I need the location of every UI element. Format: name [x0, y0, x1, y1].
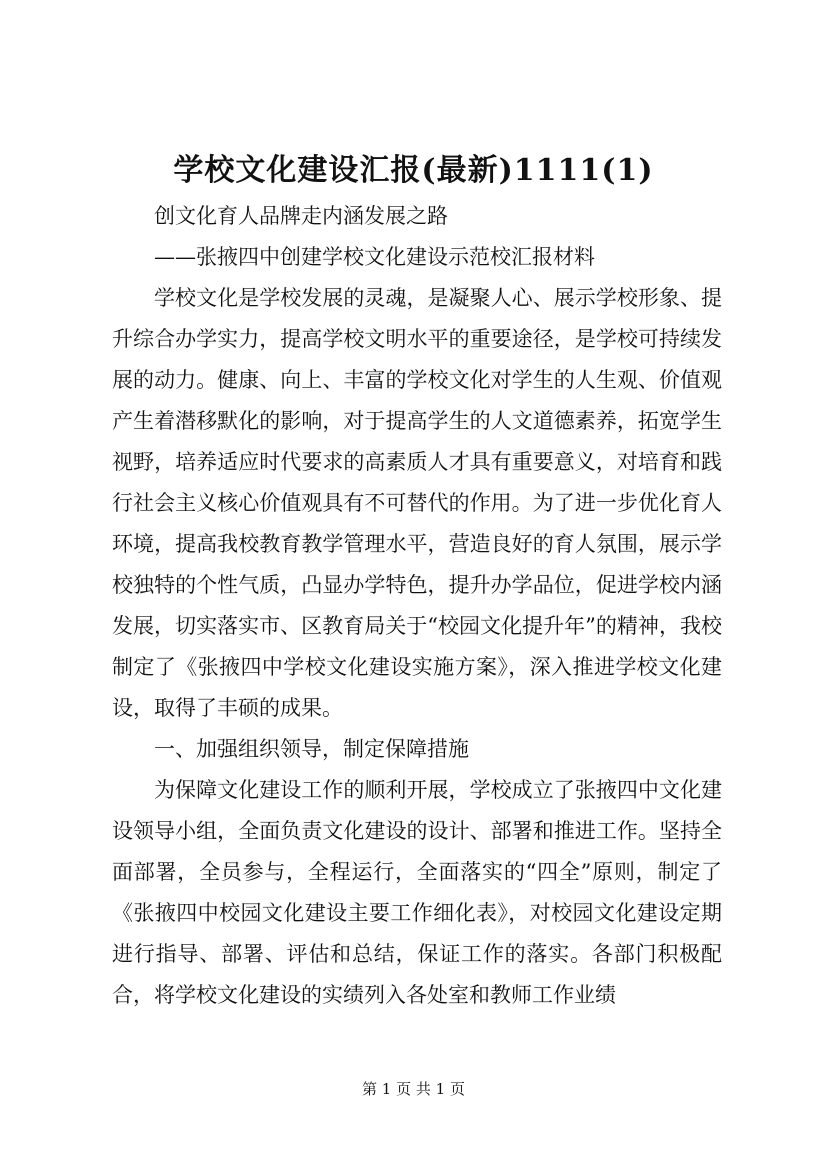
page-number: 第 1 页 共 1 页 [362, 1080, 465, 1098]
paragraph: 学校文化是学校发展的灵魂，是凝聚人心、展示学校形象、提升综合办学实力，提高学校文明水平的重要途径，是学校可持续发展的动力。健康、向上、丰富的学校文化对学生的人生观、价值观产生着潜移默化的影响，对于提高学生的人文道德素养，拓宽学生视野，培养适应时代要求的高素质人才具有重要意义，对培育和践行社会主义核心价值观具有不可替代的作用。为了进一步优化育人环境，提高我校教育教学管理水平，营造良好的育人氛围，展示学校独特的个性气质，凸显办学特色，提升办学品位，促进学校内涵发展，切实落实市、区教育局关于“校园文化提升年”的精神，我校制定了《张掖四中学校文化建设实施方案》，深入推进学校文化建设，取得了丰硕的成果。 [112, 286, 722, 720]
section-heading: 一、加强组织领导，制定保障措施 [154, 737, 469, 761]
subtitle-secondary: ——张掖四中创建学校文化建设示范校汇报材料 [154, 245, 595, 269]
subtitle: 创文化育人品牌走内涵发展之路 [154, 204, 448, 228]
document-body [112, 196, 722, 1016]
document-title: 学校文化建设汇报(最新)1111(1) [173, 153, 654, 188]
paragraph: 为保障文化建设工作的顺利开展，学校成立了张掖四中文化建设领导小组，全面负责文化建设的设计、部署和推进工作。坚持全面部署，全员参与，全程运行，全面落实的“四全”原则，制定了《张掖四中校园文化建设主要工作细化表》，对校园文化建设定期进行指导、部署、评估和总结，保证工作的落实。各部门积极配合，将学校文化建设的实绩列入各处室和教师工作业绩 [112, 778, 722, 1007]
